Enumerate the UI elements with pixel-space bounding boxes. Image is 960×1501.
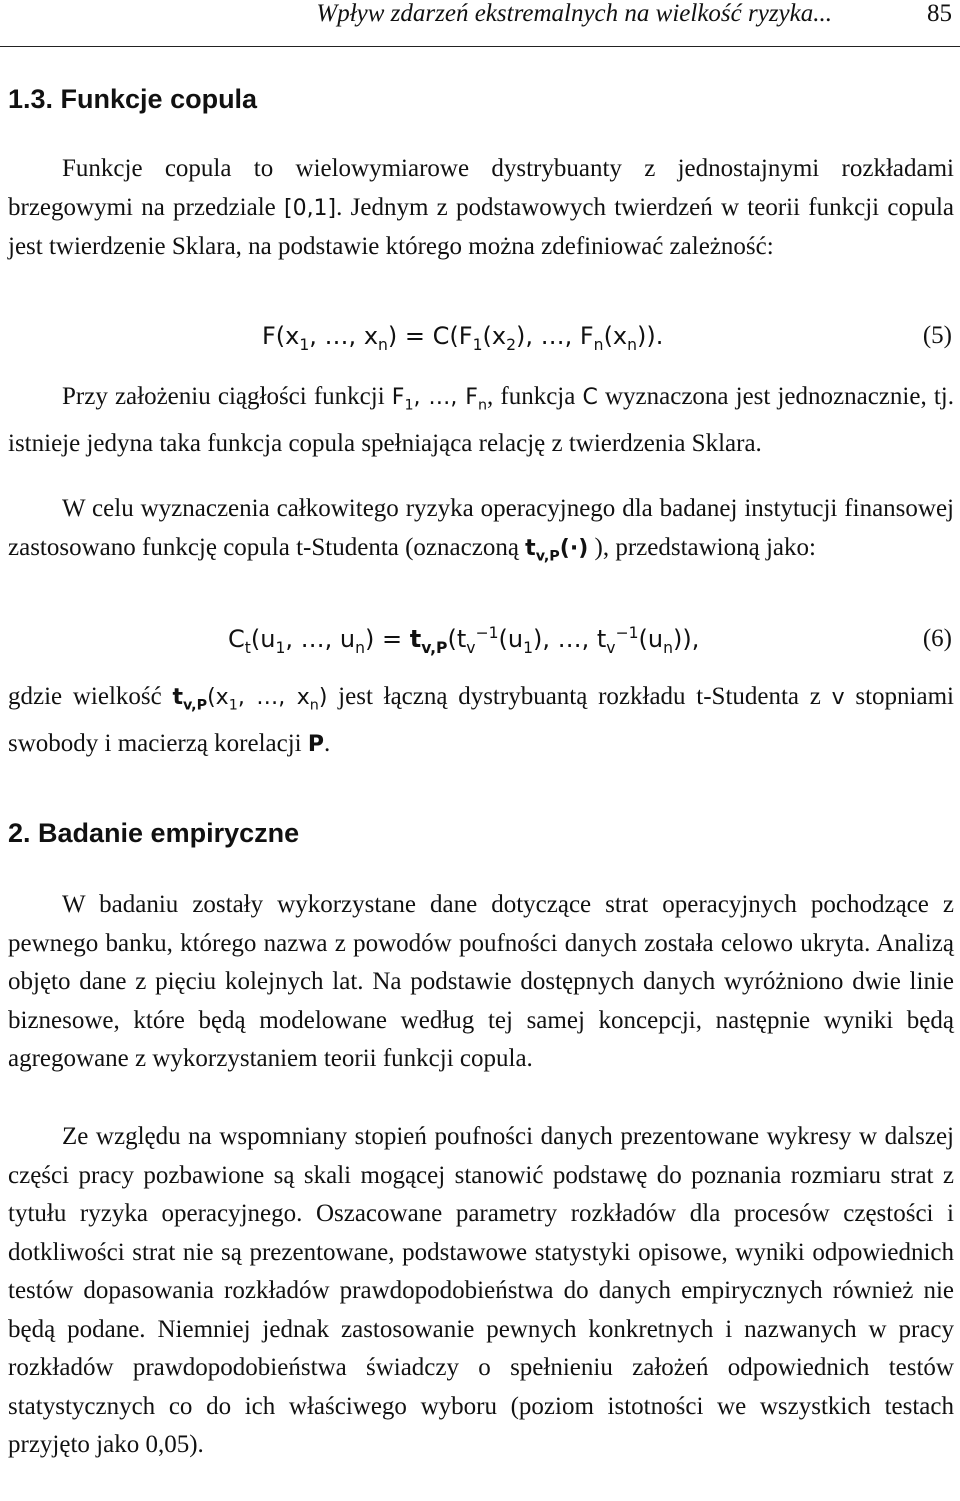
equation-number-6: (6) <box>922 625 952 652</box>
paragraph-copula-definition: Funkcje copula to wielowymiarowe dystrybuanty z jednostajnymi rozkładami brzegowymi na przedziale [0,1]. Jednym z podstawowych twierdzeń w teorii funkcji copula jest twierdzenie Sklara, na podstawie którego można zdefiniować zależność: <box>8 155 954 260</box>
equation-6: $C_t(u_1$, …, $u_n) = t_{v,P}(t_v^{-1}(u_1)$, …, $t_v^{-1}(u_n)$), <box>228 624 700 657</box>
equation-5: $F(x_1$, …, $x_n) = C(F_1(x_2)$, …, $F_n(x_n)$). <box>262 322 664 354</box>
section-heading-2: 2. Badanie empiryczne <box>8 818 300 848</box>
equation-number-5: (5) <box>922 322 952 349</box>
paragraph-continuity: Przy założeniu ciągłości funkcji $F_1$, …, $F_n$, funkcja C wyznaczona jest jednoznacznie, tj. istnieje jedyna taka funkcja copula spełniająca relację z twierdzenia Sklara. <box>8 383 954 457</box>
inline-math-tvP: $t_{v,P}(\cdot)$ <box>525 535 589 564</box>
paragraph-confidentiality: Ze względu na wspomniany stopień poufności danych prezentowane wykresy w dalszej części pracy pozbawione są skali mogącej stanowić podstawę do poznania rozmiaru strat z tytułu ryzyka operacyjnego. Oszacowane parametry rozkładów dla procesów częstości i dotkliwości strat nie są prezentowane, podstawowe statystyki opisowe, wyniki odpowiednich testów dopasowania rozkładów prawdopodobieństwa do danych empirycznych również nie będą podane. Niemniej jednak zastosowanie pewnych konkretnych i nazwanych w pracy rozkładów prawdopodobieństwa świadczy o spełnieniu założeń odpowiednich testów statystycznych co do ich właściwego wyboru (poziom istotności we wszystkich testach przyjęto jako 0,05). <box>8 1123 954 1458</box>
inline-math-F1-Fn: $F_1$, …, $F_n$ <box>391 385 487 414</box>
running-title: Wpływ zdarzeń ekstremalnych na wielkość ryzyka... <box>316 0 832 27</box>
running-header <box>0 0 960 47</box>
inline-math-tvP-x: $t_{v,P}(x_1$, …, $x_n$) <box>172 685 328 714</box>
page-number: 85 <box>927 0 952 27</box>
section-heading-1-3: 1.3. Funkcje copula <box>8 84 258 114</box>
interval-math: [0,1] <box>283 195 337 221</box>
paragraph-joint-distribution: gdzie wielkość $t_{v,P}(x_1$, …, $x_n$) jest łączną dystrybuantą rozkładu t-Studenta z v stopniami swobody i macierzą korelacji P. <box>8 683 954 757</box>
paragraph-t-student-copula: W celu wyznaczenia całkowitego ryzyka operacyjnego dla badanej instytucji finansowej zastosowano funkcję copula t-Studenta (oznaczoną $t_{v,P}(\cdot)$ ), przedstawioną jako: <box>8 495 954 564</box>
paragraph-data-description: W badaniu zostały wykorzystane dane dotyczące strat operacyjnych pochodzące z pewnego banku, którego nazwa z powodów poufności danych została celowo ukryta. Analizą objęto dane z pięciu kolejnych lat. Na podstawie dostępnych danych wyróżniono dwie linie biznesowe, które będą modelowane według tej samej koncepcji, następnie wyniki będą agregowane z wykorzystaniem teorii funkcji copula. <box>8 891 954 1072</box>
